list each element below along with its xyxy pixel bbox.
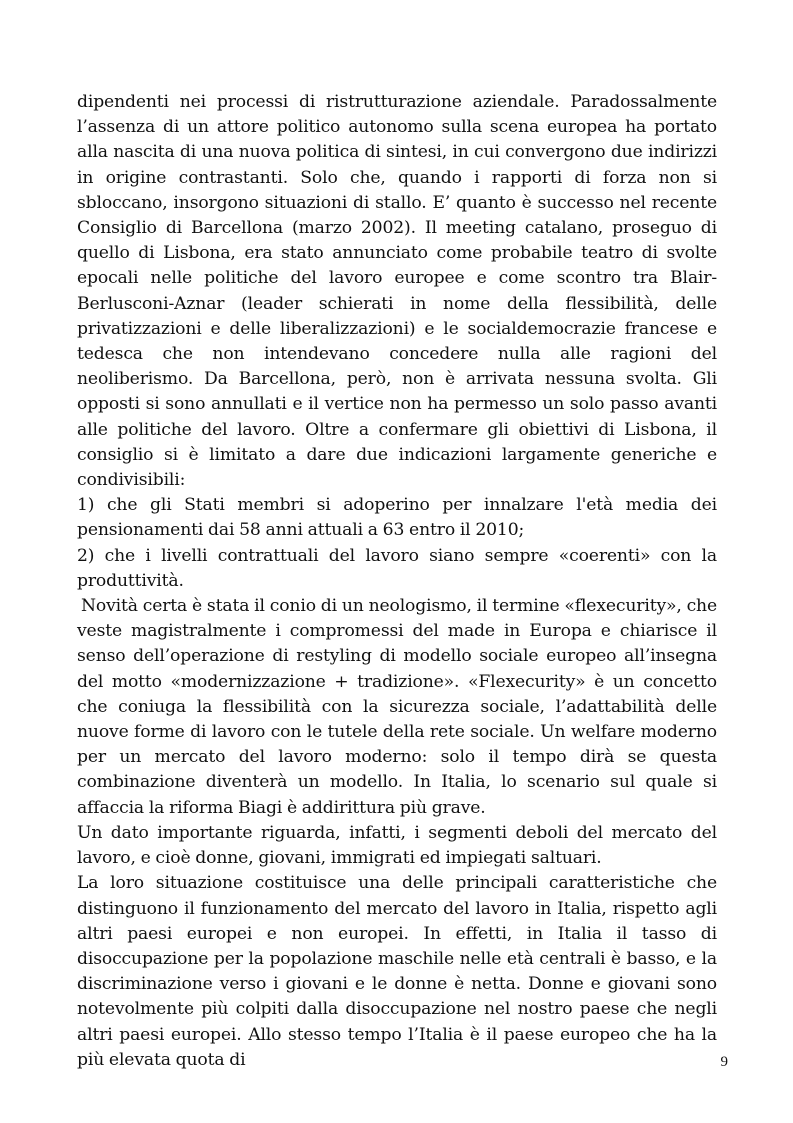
page-number: 9 [720,1054,728,1070]
paragraph-segmenti-deboli: Un dato importante riguarda, infatti, i segmenti deboli del mercato del lavoro, e cioè donne, giovani, immigrati ed impiegati saltuari. [77,822,717,869]
paragraph-flexecurity: Novità certa è stata il conio di un neologismo, il termine «flexecurity», che veste magistralmente i compromessi del made in Europa e chiarisce il senso dell’operazione di restyling di modello sociale europeo all’insegna del motto «modernizzazione + tradizione». «Flexecurity» è un concetto che coniuga la flessibilità con la sicurezza sociale, l’adattabilità delle nuove forme di lavoro con le tutele della rete sociale. Un welfare moderno per un mercato del lavoro moderno: solo il tempo dirà se questa combinazione diventerà un modello. In Italia, lo scenario sul quale si affaccia la riforma Biagi è addirittura più grave. [77,596,717,818]
paragraph-barcellona: dipendenti nei processi di ristrutturazione aziendale. Paradossalmente l’assenza di un attore politico autonomo sulla scena europea ha portato alla nascita di una nuova politica di sintesi, in cui convergono due indirizzi in origine contrastanti. Solo che, quando i rapporti di forza non si sbloccano, insorgono situazioni di stallo. E’ quanto è successo nel recente Consiglio di Barcellona (marzo 2002). Il meeting catalano, proseguo di quello di Lisbona, era stato annunciato come probabile teatro di svolte epocali nelle politiche del lavoro europee e come scontro tra Blair-Berlusconi-Aznar (leader schierati in nome della flessibilità, delle privatizzazioni e delle liberalizzazioni) e le socialdemocrazie francese e tedesca che non intendevano concedere nulla alle ragioni del neoliberismo. Da Barcellona, però, non è arrivata nessuna svolta. Gli opposti si sono annullati e il vertice non ha permesso un solo passo avanti alle politiche del lavoro. Oltre a confermare gli obiettivi di Lisbona, il consiglio si è limitato a dare due indicazioni largamente generiche e condivisibili: [77,92,717,491]
body-text [77,90,717,1073]
list-item-pensionamenti: 1) che gli Stati membri si adoperino per innalzare l'età media dei pensionamenti dai 58 anni attuali a 63 entro il 2010; [77,495,717,541]
paragraph-situazione-italia: La loro situazione costituisce una delle principali caratteristiche che distinguono il funzionamento del mercato del lavoro in Italia, rispetto agli altri paesi europei e non europei. In effetti, in Italia il tasso di disoccupazione per la popolazione maschile nelle età centrali è basso, e la discriminazione verso i giovani e le donne è netta. Donne e giovani sono notevolmente più colpiti dalla disoccupazione nel nostro paese che negli altri paesi europei. Allo stesso tempo l’Italia è il paese europeo che ha la più elevata quota di [77,873,717,1070]
list-item-produttivita: 2) che i livelli contrattuali del lavoro siano sempre «coerenti» con la produttività. [77,545,717,591]
